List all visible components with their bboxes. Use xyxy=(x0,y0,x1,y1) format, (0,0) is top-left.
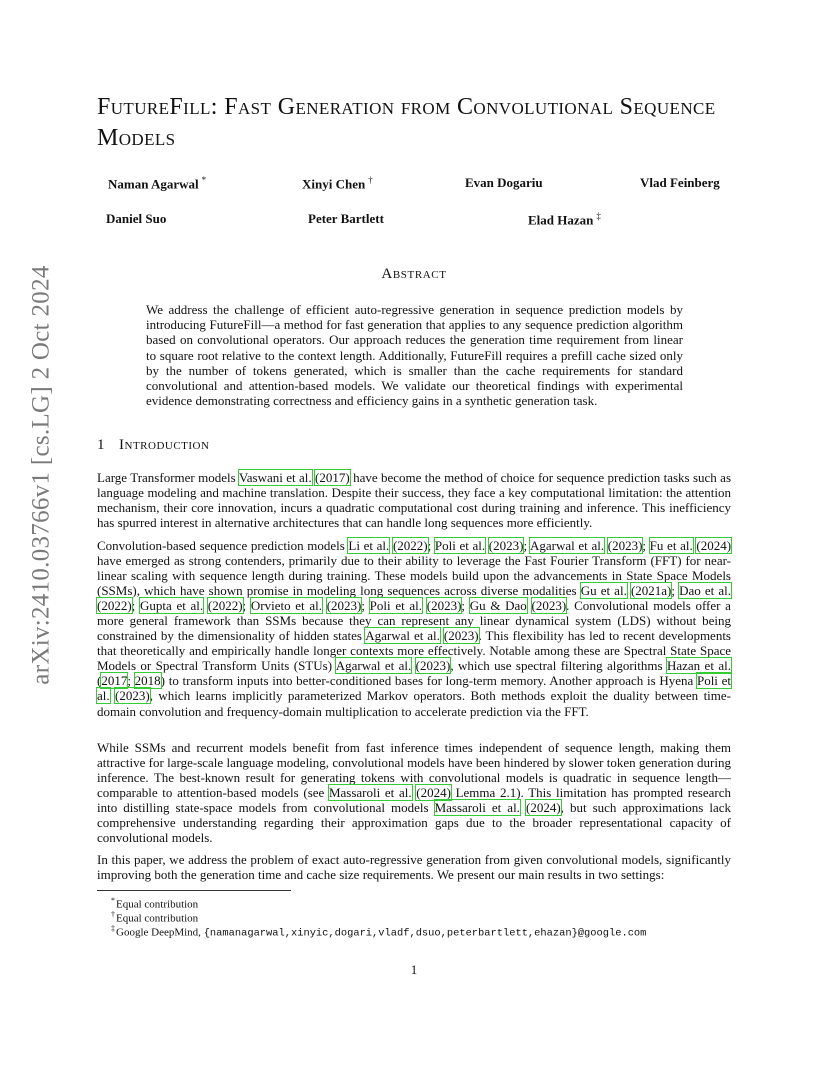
author-7 xyxy=(528,211,601,228)
author-6 xyxy=(308,211,384,227)
author-4 xyxy=(640,175,720,191)
citation-link[interactable]: 2018 xyxy=(134,673,161,689)
author-mark: * xyxy=(201,175,207,185)
citation-link[interactable]: (2024) xyxy=(696,538,732,553)
citation-link[interactable]: (2021a) xyxy=(630,583,672,599)
citation-link[interactable]: (2022) xyxy=(97,598,132,614)
footnote-mark: ‡ xyxy=(111,924,115,933)
author-name: Vlad Feinberg xyxy=(640,175,720,190)
citation-link[interactable]: (2024) xyxy=(416,785,451,801)
citation-link[interactable]: Agarwal et al. xyxy=(530,538,605,553)
author-name: Xinyi Chen xyxy=(302,176,366,192)
citation-link[interactable]: Massaroli et al. xyxy=(434,800,520,816)
paragraph-3: While SSMs and recurrent models benefit from fast inference times independent of sequence length, making them attractive for large-scale language modeling, convolutional models have been hindered by slower token generation during inference. The best-known result for generating tokens with convolutional models is quadratic in sequence length—comparable to attention-based models (see Massaroli et al. (2024) Lemma 2.1). This limitation has prompted research into distilling state-space models from convolutional models Massaroli et al. (2024), but such approximations lack comprehensive understanding regarding their approximation gaps due to the broader representational capacity of convolutional models. xyxy=(97,740,732,846)
section-title: Introduction xyxy=(119,437,210,453)
footnote-text: Equal contribution xyxy=(116,912,199,925)
author-mark: † xyxy=(368,175,373,185)
citation-link[interactable]: 2017 xyxy=(101,673,128,689)
citation-link[interactable]: (2023) xyxy=(415,658,451,674)
citation-link[interactable]: Orvieto et al. xyxy=(250,598,322,614)
author-name: Naman Agarwal xyxy=(108,176,199,192)
footnote-mark: † xyxy=(111,910,115,919)
citation-link[interactable]: Agarwal et al. xyxy=(365,628,440,644)
citation-link[interactable]: Hazan et al. xyxy=(666,658,731,674)
citation-link[interactable]: (2023) xyxy=(531,598,567,614)
author-name: Daniel Suo xyxy=(106,211,167,226)
paragraph-1: Large Transformer models Vaswani et al. (2017) have become the method of choice for sequence prediction tasks such as language modeling and machine translation. Despite their success, they face a key computational limitation: the attention mechanism, their core innovation, incurs a quadratic computational cost during training and inference. This inefficiency has spurred interest in alternative architectures that can handle long sequences more efficiently. xyxy=(97,470,732,531)
citation-link[interactable]: Fu et al. xyxy=(649,538,693,553)
author-name: Evan Dogariu xyxy=(465,175,543,190)
section-number: 1 xyxy=(97,437,105,453)
citation-link[interactable]: (2023) xyxy=(326,598,362,614)
citation-link[interactable]: Poli et al. xyxy=(434,538,486,553)
citation-link[interactable]: Gupta et al. xyxy=(139,598,204,614)
footnote-text: Google DeepMind, xyxy=(116,926,204,939)
citation-link[interactable]: (2023) xyxy=(443,628,479,644)
citation-link[interactable]: (2023) xyxy=(607,538,643,553)
citation-link[interactable]: Vaswani et al. xyxy=(238,470,312,485)
section-heading xyxy=(97,437,209,454)
author-name: Peter Bartlett xyxy=(308,211,384,226)
footnote-rule xyxy=(97,890,291,891)
citation-link[interactable]: (2022) xyxy=(207,598,243,614)
footnote-mark: * xyxy=(111,896,115,905)
citation-link[interactable]: Agarwal et al. xyxy=(335,658,412,674)
citation-link[interactable]: Poli et al. xyxy=(97,673,732,704)
abstract-heading: Abstract xyxy=(381,266,447,282)
paragraph-2: Convolution-based sequence prediction models Li et al. (2022); Poli et al. (2023); Agarwal et al. (2023); Fu et al. (2024) have emerged as strong contenders, primarily due to their ability to leverage the Fast Fourier Transform (FFT) for near-linear scaling with sequence length during training. These models build upon the advancements in State Space Models (SSMs), which have shown promise in modeling long sequences across diverse modalities Gu et al. (2021a); Dao et al. (2022); Gupta et al. (2022); Orvieto et al. (2023); Poli et al. (2023); Gu & Dao (2023). Convolutional models offer a more general framework than SSMs because they can represent any linear dynamical system (LDS) without being constrained by the dimensionality of hidden states Agarwal et al. (2023). This flexibility has led to recent developments that theoretically and empirically handle longer contexts more effectively. Notable among these are Spectral State Space Models or Spectral Transform Units (STUs) Agarwal et al. (2023), which use spectral filtering algorithms Hazan et al. (2017; 2018) to transform inputs into better-conditioned bases for long-term memory. Another approach is Hyena Poli et al. (2023), which learns implicitly parameterized Markov operators. Both methods exploit the duality between time-domain convolution and frequency-domain multiplication to accelerate prediction via the FFT. xyxy=(97,538,732,719)
citation-link[interactable]: (2017) xyxy=(315,470,350,485)
citation-link[interactable]: (2022) xyxy=(392,538,428,553)
footnote-text: Equal contribution xyxy=(116,898,199,911)
paper-title: FutureFill: Fast Generation from Convolutional Sequence Models xyxy=(97,94,716,151)
citation-link[interactable]: Gu et al. xyxy=(580,583,627,599)
citation-link[interactable]: (2023) xyxy=(426,598,462,614)
citation-link[interactable]: Dao et al. xyxy=(679,583,732,599)
arxiv-identifier xyxy=(22,265,62,685)
citation-link[interactable]: Gu & Dao xyxy=(469,598,527,614)
author-5 xyxy=(106,211,166,227)
page-number: 1 xyxy=(410,962,418,977)
citation-link[interactable]: (2023) xyxy=(488,538,524,553)
footnote-emails[interactable]: {namanagarwal,xinyic,dogari,vladf,dsuo,peterbartlett,ehazan}@google.com xyxy=(203,927,647,940)
author-mark: ‡ xyxy=(596,211,601,221)
author-3 xyxy=(465,175,543,191)
footnote-3 xyxy=(111,922,646,941)
citation-link[interactable]: (2023) xyxy=(115,688,150,704)
citation-link[interactable]: Poli et al. xyxy=(369,598,423,614)
paragraph-4: In this paper, we address the problem of exact auto-regressive generation from given convolutional models, significantly improving both the generation time and cache size requirements. We present our main results in two settings: xyxy=(97,852,731,883)
abstract-text: We address the challenge of efficient auto-regressive generation in sequence prediction models by introducing FutureFill—a method for fast generation that applies to any sequence prediction algorithm based on convolutional operators. Our approach reduces the generation time requirement from linear to square root relative to the context length. Additionally, FutureFill requires a prefill cache sized only by the number of tokens generated, which is smaller than the cache requirements for standard convolutional and attention-based models. We validate our theoretical findings with experimental evidence demonstrating correctness and efficiency gains in a synthetic generation task. xyxy=(146,302,683,409)
author-1 xyxy=(108,175,206,192)
citation-link[interactable]: (2024) xyxy=(525,800,561,816)
citation-link[interactable]: Massaroli et al. xyxy=(328,785,412,801)
author-2 xyxy=(302,175,373,192)
citation-link[interactable]: Li et al. xyxy=(348,538,390,553)
author-name: Elad Hazan xyxy=(528,212,594,228)
arxiv-identifier-text: arXiv:2410.03766v1 [cs.LG] 2 Oct 2024 xyxy=(28,265,55,685)
